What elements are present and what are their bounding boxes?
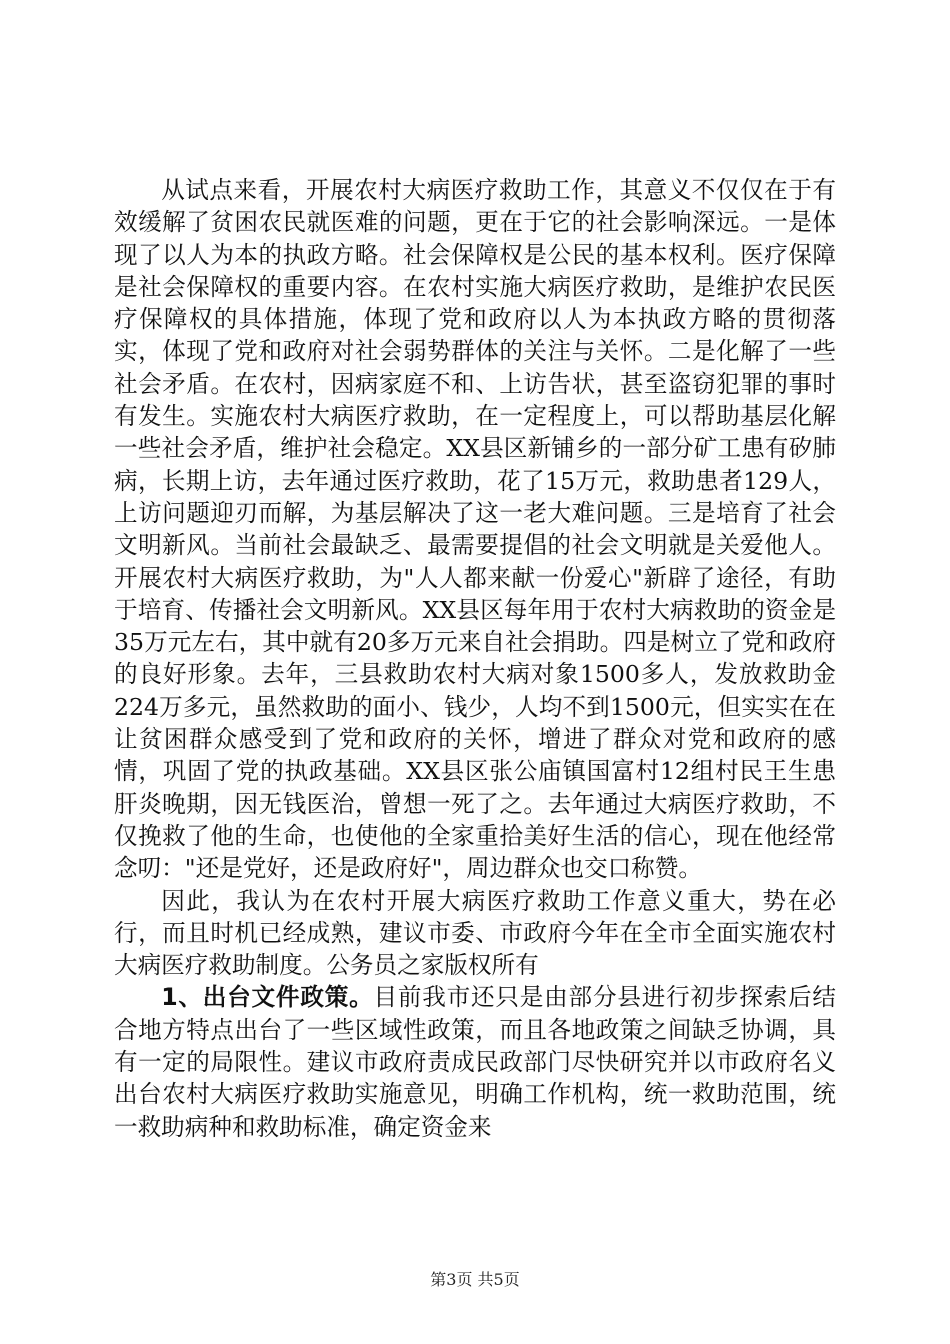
paragraph-text: 从试点来看，开展农村大病医疗救助工作，其意义不仅仅在于有效缓解了贫困农民就医难的问题，更在于它的社会影响深远。一是体现了以人为本的执政方略。社会保障权是公民的基本权利。医疗保障是社会保障权的重要内容。在农村实施大病医疗救助，是维护农民医疗保障权的具体措施，体现了党和政府以人为本执政方略的贯彻落实，体现了党和政府对社会弱势群体的关注与关怀。二是化解了一些社会矛盾。在农村，因病家庭不和、上访告状，甚至盗窃犯罪的事时有发生。实施农村大病医疗救助，在一定程度上，可以帮助基层化解一些社会矛盾，维护社会稳定。XX县区新铺乡的一部分矿工患有矽肺病，长期上访，去年通过医疗救助，花了15万元，救助患者129人，上访问题迎刃而解，为基层解决了这一老大难问题。三是培育了社会文明新风。当前社会最缺乏、最需要提倡的社会文明就是关爱他人。开展农村大病医疗救助，为"人人都来献一份爱心"新辟了途径，有助于培育、传播社会文明新风。XX县区每年用于农村大病救助的资金是35万元左右，其中就有20多万元来自社会捐助。四是树立了党和政府的良好形象。去年，三县救助农村大病对象1500多人，发放救助金224万多元，虽然救助的面小、钱少，人均不到1500元，但实实在在让贫困群众感受到了党和政府的关怀，增进了群众对党和政府的感情，巩固了党的执政基础。XX县区张公庙镇国富村12组村民王生患肝炎晚期，因无钱医治，曾想一死了之。去年通过大病医疗救助，不仅挽救了他的生命，也使他的全家重拾美好生活的信心，现在他经常念叨："还是党好，还是政府好"，周边群众也交口称赞。	[114, 176, 836, 883]
paragraph-lead-policy: 1、出台文件政策。	[161, 983, 374, 1012]
paragraph-significance	[114, 174, 836, 885]
paragraph-conclusion	[114, 885, 836, 982]
document-body	[114, 174, 836, 1143]
paragraph-policy	[114, 981, 836, 1142]
paragraph-text: 目前我市还只是由部分县进行初步探索后结合地方特点出台了一些区域性政策，而且各地政策之间缺乏协调，具有一定的局限性。建议市政府责成民政部门尽快研究并以市政府名义出台农村大病医疗救助实施意见，明确工作机构，统一救助范围，统一救助病种和救助标准，确定资金来	[114, 983, 837, 1141]
paragraph-text: 因此，我认为在农村开展大病医疗救助工作意义重大，势在必行，而且时机已经成熟，建议市委、市政府今年在全市全面实施农村大病医疗救助制度。公务员之家版权所有	[114, 886, 836, 980]
page-number: 第3页 共5页	[430, 1270, 520, 1289]
